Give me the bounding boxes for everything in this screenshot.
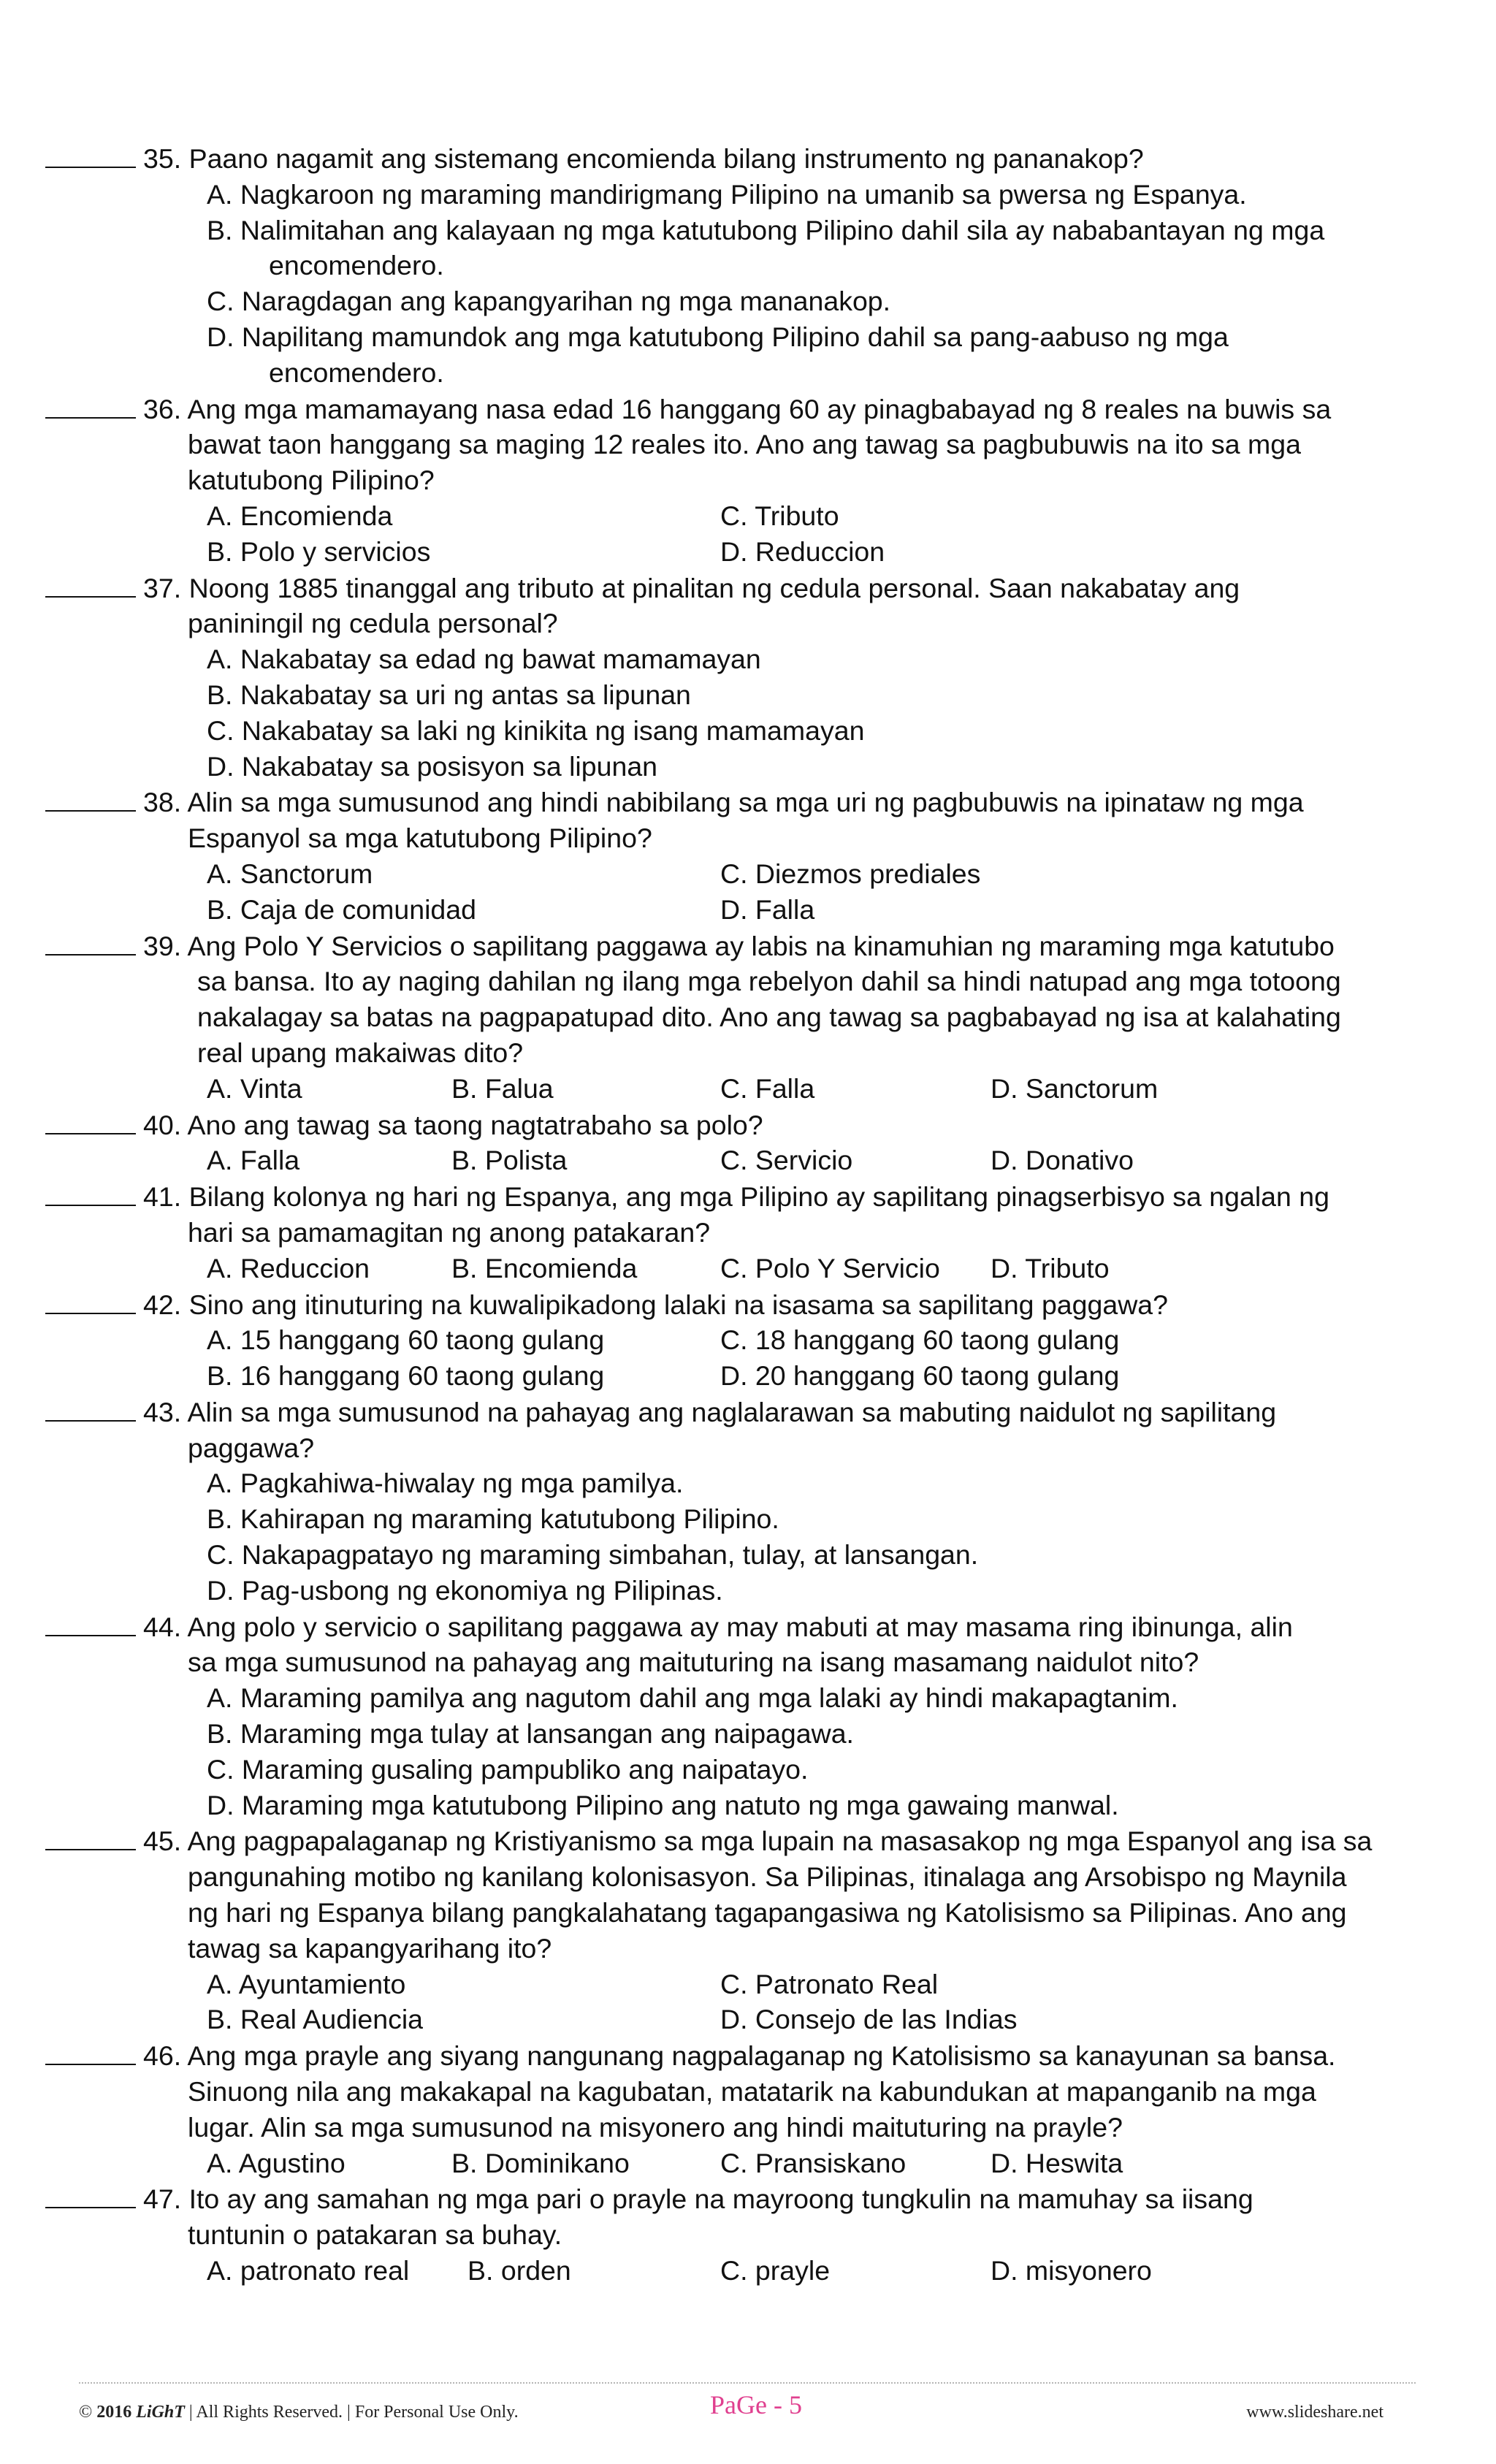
answer-choice: C. Tributo (720, 500, 839, 531)
choice-text: B. Nalimitahan ang kalayaan ng mga katutubong Pilipino dahil sila ay nababantayan ng mga (207, 214, 1325, 245)
question-text: Ang pagpapalaganap ng Kristiyanismo sa mga lupain na masasakop ng mga Espanyol ang isa sa (187, 1826, 1373, 1857)
answer-choices (45, 498, 1448, 570)
question-text-continued: tawag sa kapangyarihang ito? (188, 1932, 552, 1964)
question-line (45, 928, 1448, 964)
answer-choices (45, 1251, 1448, 1286)
choice-row (207, 1358, 1448, 1394)
choice-text: C. Maraming gusaling pampubliko ang naipatayo. (207, 1753, 809, 1785)
choice-row (207, 1967, 1448, 2002)
question-text: Bilang kolonya ng hari ng Espanya, ang mga Pilipino ay sapilitang pinagserbisyo sa ngalan ng (188, 1181, 1330, 1213)
question-text: Alin sa mga sumusunod ang hindi nabibilang sa mga uri ng pagbubuwis na ipinataw ng mga (187, 787, 1304, 818)
answer-choice (207, 749, 1448, 785)
question-text-continued: sa mga sumusunod na pahayag ang maituturing na isang masamang naidulot nito? (188, 1647, 1199, 1678)
question-line (45, 1286, 1448, 1323)
choice-text: A. Pagkahiwa-hiwalay ng mga pamilya. (207, 1468, 684, 1499)
question-line (45, 2037, 1448, 2074)
answer-choice: B. 16 hanggang 60 taong gulang (207, 1360, 605, 1392)
question-number: 45. (143, 1826, 182, 1857)
answer-choice (207, 1465, 1448, 1501)
question-number: 42. (143, 1289, 182, 1320)
answer-choices (45, 1465, 1448, 1608)
answer-choice (207, 319, 1448, 391)
answer-choice: D. 20 hanggang 60 taong gulang (720, 1360, 1120, 1392)
choice-text: C. Naragdagan ang kapangyarihan ng mga mananakop. (207, 286, 891, 317)
choice-text: D. Pag-usbong ng ekonomiya ng Pilipinas. (207, 1574, 723, 1606)
answer-choice (207, 1716, 1448, 1752)
answer-choice: A. Encomienda (207, 500, 393, 531)
choice-text: C. Nakabatay sa laki ng kinikita ng isang mamamayan (207, 714, 865, 746)
question-number: 35. (143, 143, 182, 174)
question-text: Paano nagamit ang sistemang encomienda bilang instrumento ng pananakop? (188, 143, 1144, 174)
question-line (45, 1178, 1448, 1215)
answer-blank[interactable] (45, 928, 136, 956)
question-line (45, 391, 1448, 427)
question-text-continued: paggawa? (188, 1432, 315, 1463)
question-number: 43. (143, 1396, 182, 1427)
choice-text: B. Nakabatay sa uri ng antas sa lipunan (207, 679, 691, 710)
question-line (45, 570, 1448, 606)
answer-choice: B. Polista (451, 1145, 568, 1176)
answer-blank[interactable] (45, 784, 136, 812)
question-list (45, 140, 1448, 2289)
answer-choice (207, 213, 1448, 284)
page-number: PaGe - 5 (710, 2390, 802, 2419)
question-item (45, 1178, 1448, 1286)
answer-choice: C. Diezmos prediales (720, 858, 981, 889)
answer-choice: B. Dominikano (451, 2147, 630, 2178)
answer-choice: D. Falla (720, 893, 815, 925)
answer-choice: B. Falua (451, 1072, 554, 1104)
question-text-continued: katutubong Pilipino? (188, 465, 435, 496)
question-text-continued: real upang makaiwas dito? (197, 1037, 524, 1068)
answer-choice: A. Falla (207, 1145, 300, 1176)
answer-choices (45, 1322, 1448, 1394)
question-line (45, 1823, 1448, 1859)
question-text-continued: Sinuong nila ang makakapal na kagubatan, matatarik na kabundukan at mapanganib na mga (188, 2076, 1316, 2108)
question-number: 41. (143, 1181, 182, 1213)
answer-choice (207, 177, 1448, 213)
answer-choice (207, 641, 1448, 677)
answer-choices (45, 1680, 1448, 1823)
answer-choice: B. Encomienda (451, 1252, 638, 1284)
question-text: Ang polo y servicio o sapilitang paggawa ay may mabuti at may masama ring ibinunga, alin (187, 1611, 1293, 1642)
answer-choice: D. Consejo de las Indias (720, 2004, 1018, 2035)
question-text-continued: pangunahing motibo ng kanilang kolonisasyon. Sa Pilipinas, itinalaga ang Arsobispo ng Maynila (188, 1861, 1347, 1893)
question-text-continued: bawat taon hanggang sa maging 12 reales ito. Ano ang tawag sa pagbubuwis na ito sa mga (188, 429, 1301, 460)
answer-choice: D. Heswita (991, 2147, 1123, 2178)
choice-row (207, 1322, 1448, 1358)
answer-choice: A. Reduccion (207, 1252, 370, 1284)
answer-choice (207, 677, 1448, 713)
choice-row (207, 856, 1448, 892)
choice-text: D. Maraming mga katutubong Pilipino ang natuto ng mga gawaing manwal. (207, 1789, 1119, 1820)
question-line (45, 784, 1448, 820)
question-text-continued: tuntunin o patakaran sa buhay. (188, 2219, 562, 2251)
question-text: Ano ang tawag sa taong nagtatrabaho sa polo? (187, 1109, 763, 1140)
question-number: 36. (143, 393, 182, 424)
question-number: 46. (143, 2040, 182, 2072)
answer-choice: B. orden (468, 2255, 571, 2286)
answer-choice (207, 1501, 1448, 1537)
question-item (45, 784, 1448, 927)
answer-choice: C. 18 hanggang 60 taong gulang (720, 1324, 1120, 1356)
question-text-continued: lugar. Alin sa mga sumusunod na misyonero ang hindi maituturing na prayle? (188, 2111, 1123, 2143)
answer-choice: B. Real Audiencia (207, 2004, 424, 2035)
answer-choice (207, 1680, 1448, 1716)
footer-divider (79, 2382, 1416, 2384)
answer-choice (207, 1788, 1448, 1823)
answer-choices (45, 177, 1448, 391)
answer-blank[interactable] (45, 1107, 136, 1134)
answer-choice: C. prayle (720, 2255, 831, 2286)
choice-text-continued: encomendero. (269, 356, 444, 388)
choice-text: D. Napilitang mamundok ang mga katutubong Pilipino dahil sa pang-aabuso ng mga (207, 321, 1229, 352)
question-number: 37. (143, 572, 182, 603)
answer-choices (45, 641, 1448, 784)
question-text: Alin sa mga sumusunod na pahayag ang naglalarawan sa mabuting naidulot ng sapilitang (187, 1396, 1277, 1427)
choice-text: D. Nakabatay sa posisyon sa lipunan (207, 750, 658, 782)
question-text: Ito ay ang samahan ng mga pari o prayle na mayroong tungkulin na mamuhay sa iisang (188, 2183, 1253, 2215)
question-text: Noong 1885 tinanggal ang tributo at pinalitan ng cedula personal. Saan nakabatay ang (188, 572, 1240, 603)
question-item (45, 1107, 1448, 1179)
footer-copyright (79, 2395, 519, 2430)
answer-choice: B. Caja de comunidad (207, 893, 476, 925)
choice-row (207, 892, 1448, 928)
question-text: Ang Polo Y Servicios o sapilitang paggawa ay labis na kinamuhian ng maraming mga katutubo (187, 930, 1335, 961)
question-text: Ang mga prayle ang siyang nangunang nagpalaganap ng Katolisismo sa kanayunan sa bansa. (187, 2040, 1336, 2072)
question-item (45, 391, 1448, 570)
answer-blank[interactable] (45, 1286, 136, 1314)
answer-choice: A. patronato real (207, 2255, 410, 2286)
question-item (45, 140, 1448, 391)
answer-choice: C. Patronato Real (720, 1968, 939, 1999)
answer-choice (207, 1573, 1448, 1609)
answer-choice: A. 15 hanggang 60 taong gulang (207, 1324, 605, 1356)
answer-choice: B. Polo y servicios (207, 535, 431, 567)
question-number: 44. (143, 1611, 182, 1642)
answer-choice (207, 283, 1448, 319)
answer-choice: C. Falla (720, 1072, 815, 1104)
answer-choice (207, 713, 1448, 749)
question-number: 39. (143, 930, 182, 961)
brand-name: LiGhT (136, 2403, 185, 2422)
question-text-continued: ng hari ng Espanya bilang pangkalahatang tagapangasiwa ng Katolisismo sa Pilipinas. Ano ang (188, 1897, 1347, 1929)
question-text-continued: sa bansa. Ito ay naging dahilan ng ilang mga rebelyon dahil sa hindi natupad ang mga totoong (197, 966, 1341, 997)
answer-choice: C. Polo Y Servicio (720, 1252, 940, 1284)
question-item (45, 1609, 1448, 1823)
answer-choice: D. Tributo (991, 1252, 1110, 1284)
answer-choice: D. Sanctorum (991, 1072, 1159, 1104)
answer-choice: A. Vinta (207, 1072, 302, 1104)
choice-text: C. Nakapagpatayo ng maraming simbahan, tulay, at lansangan. (207, 1539, 979, 1571)
answer-blank[interactable] (45, 1394, 136, 1422)
answer-blank[interactable] (45, 1823, 136, 1850)
question-text-continued: Espanyol sa mga katutubong Pilipino? (188, 823, 652, 854)
answer-choices (45, 1071, 1448, 1107)
answer-choices (45, 2145, 1448, 2181)
question-line (45, 2181, 1448, 2217)
answer-blank[interactable] (45, 570, 136, 598)
question-text-continued: paniningil ng cedula personal? (188, 608, 558, 639)
question-text-continued: hari sa pamamagitan ng anong patakaran? (188, 1216, 711, 1248)
choice-text: A. Maraming pamilya ang nagutom dahil ang mga lalaki ay hindi makapagtanim. (207, 1682, 1178, 1714)
choice-row (207, 1143, 1448, 1178)
answer-choice: A. Agustino (207, 2147, 346, 2178)
question-item (45, 2181, 1448, 2288)
answer-choice: C. Servicio (720, 1145, 853, 1176)
question-text: Sino ang itinuturing na kuwalipikadong lalaki na isasama sa sapilitang paggawa? (188, 1289, 1169, 1320)
answer-choice: D. Donativo (991, 1145, 1134, 1176)
answer-choices (45, 2253, 1448, 2289)
question-item (45, 570, 1448, 785)
question-line (45, 1107, 1448, 1143)
choice-text: A. Nakabatay sa edad ng bawat mamamayan (207, 644, 761, 675)
question-number: 38. (143, 787, 182, 818)
question-text: Ang mga mamamayang nasa edad 16 hanggang 60 ay pinagbabayad ng 8 reales na buwis sa (187, 393, 1332, 424)
choice-text: B. Maraming mga tulay at lansangan ang naipagawa. (207, 1718, 854, 1750)
answer-choice (207, 1752, 1448, 1788)
question-line (45, 1394, 1448, 1430)
answer-blank[interactable] (45, 1178, 136, 1206)
answer-choice: D. Reduccion (720, 535, 885, 567)
copyright-symbol: © (79, 2403, 93, 2422)
answer-blank[interactable] (45, 140, 136, 168)
choice-row (207, 2002, 1448, 2037)
answer-blank[interactable] (45, 2037, 136, 2065)
question-item (45, 1286, 1448, 1394)
question-item (45, 928, 1448, 1107)
choice-row (207, 1071, 1448, 1107)
answer-blank[interactable] (45, 2181, 136, 2208)
choice-text: B. Kahirapan ng maraming katutubong Pilipino. (207, 1503, 779, 1535)
answer-choice: D. misyonero (991, 2255, 1152, 2286)
answer-choice: A. Sanctorum (207, 858, 373, 889)
question-line (45, 140, 1448, 177)
question-number: 40. (143, 1109, 182, 1140)
question-text-continued: nakalagay sa batas na pagpapatupad dito. Ano ang tawag sa pagbabayad ng isa at kalahating (197, 1002, 1341, 1033)
choice-row (207, 498, 1448, 534)
question-number: 47. (143, 2183, 182, 2215)
answer-blank[interactable] (45, 391, 136, 419)
choice-row (207, 2145, 1448, 2181)
choice-row (207, 2253, 1448, 2289)
answer-blank[interactable] (45, 1609, 136, 1636)
answer-choices (45, 856, 1448, 928)
copyright-year: 2016 (96, 2403, 132, 2422)
answer-choice: A. Ayuntamiento (207, 1968, 406, 1999)
answer-choices (45, 1967, 1448, 2038)
question-line (45, 1609, 1448, 1645)
choice-row (207, 534, 1448, 570)
question-item (45, 1823, 1448, 2037)
question-item (45, 1394, 1448, 1609)
answer-choice: C. Pransiskano (720, 2147, 907, 2178)
choice-text: A. Nagkaroon ng maraming mandirigmang Pilipino na umanib sa pwersa ng Espanya. (207, 178, 1247, 210)
choice-text-continued: encomendero. (269, 250, 444, 281)
rights-text: | All Rights Reserved. | For Personal Use Only. (188, 2403, 519, 2422)
choice-row (207, 1251, 1448, 1286)
answer-choice (207, 1537, 1448, 1573)
footer-site: www.slideshare.net (1246, 2403, 1384, 2422)
question-item (45, 2037, 1448, 2181)
answer-choices (45, 1143, 1448, 1178)
